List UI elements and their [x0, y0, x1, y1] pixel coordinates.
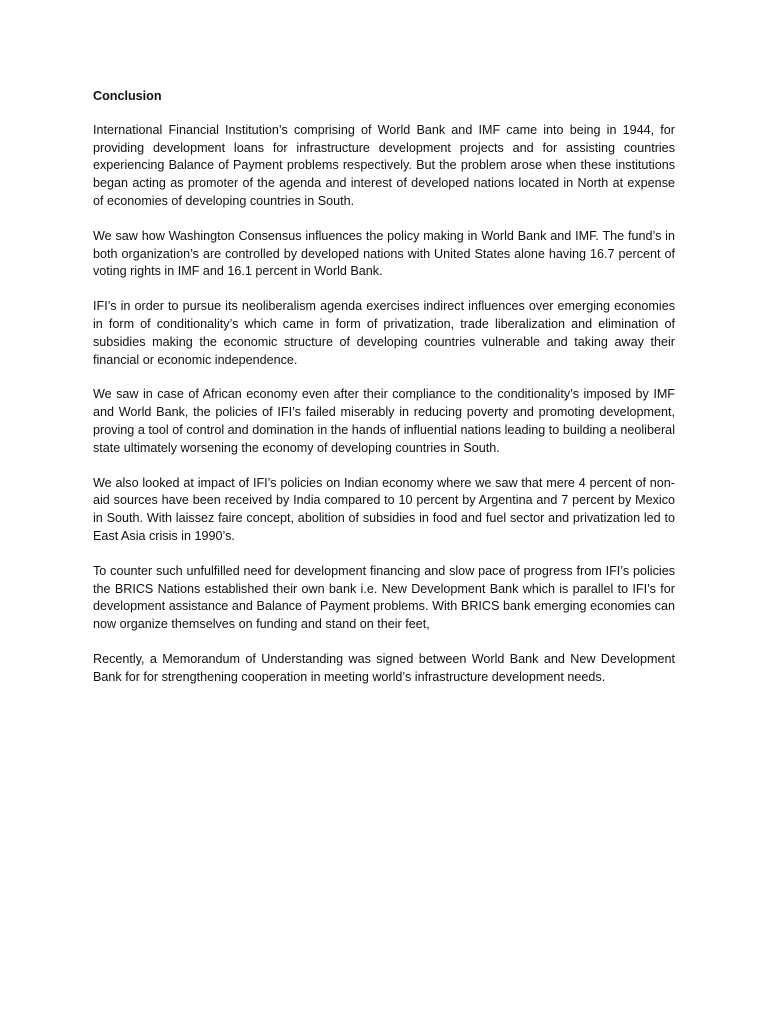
paragraph-memorandum: Recently, a Memorandum of Understanding was signed between World Bank and New Development Bank for for strengthening cooperation in meeting world’s infrastructure development needs. [93, 651, 675, 684]
paragraph-washington-consensus: We saw how Washington Consensus influences the policy making in World Bank and IMF. The fund’s in both organization’s are controlled by developed nations with United States alone having 16.7 percent of voting rights in IMF and 16.1 percent in World Bank. [93, 228, 675, 279]
section-heading: Conclusion [93, 89, 162, 103]
paragraph-brics-bank: To counter such unfulfilled need for development financing and slow pace of progress from IFI’s policies the BRICS Nations established their own bank i.e. New Development Bank which is parallel to IFI’s for development assistance and Balance of Payment problems. With BRICS bank emerging economies can now organize themselves on funding and stand on their feet, [93, 563, 675, 632]
paragraph-conditionality: IFI’s in order to pursue its neoliberalism agenda exercises indirect influences over emerging economies in form of conditionality’s which came in form of privatization, trade liberalization and elimination of subsidies making the economic structure of developing countries vulnerable and taking away their financial or economic independence. [93, 299, 675, 367]
paragraph-ifi-origins: International Financial Institution’s comprising of World Bank and IMF came into being in 1944, for providing development loans for infrastructure development projects and for assisting countries experiencing Balance of Payment problems respectively. But the problem arose when these institutions began acting as promoter of the agenda and interest of developed nations located in North at expense of economies of developing countries in South. [93, 122, 675, 208]
paragraph-african-economy: We saw in case of African economy even after their compliance to the conditionality’s imposed by IMF and World Bank, the policies of IFI’s failed miserably in reducing poverty and promoting development, proving a tool of control and domination in the hands of influential nations leading to building a neoliberal state ultimately worsening the economy of developing countries in South. [93, 387, 675, 455]
paragraph-indian-economy: We also looked at impact of IFI’s policies on Indian economy where we saw that mere 4 percent of non-aid sources have been received by India compared to 10 percent by Argentina and 7 percent by Mexico in South. With laissez faire concept, abolition of subsidies in food and fuel sector and privatization led to East Asia crisis in 1990’s. [93, 475, 675, 543]
document-page [93, 88, 675, 704]
